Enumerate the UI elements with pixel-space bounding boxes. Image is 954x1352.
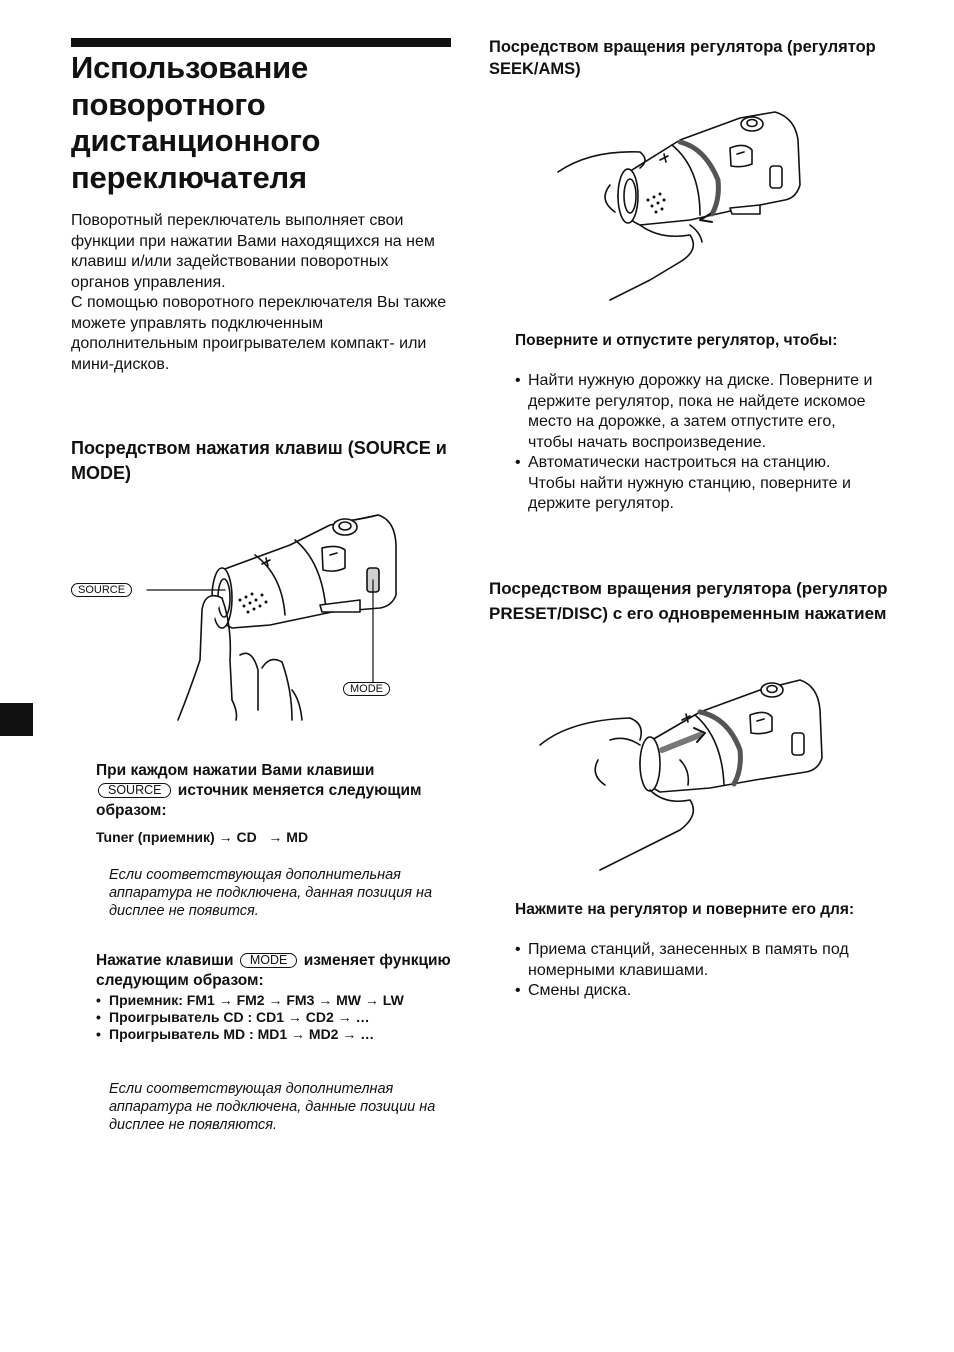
mode-item: • Проигрыватель CD : CD1 → CD2 → … [96, 1009, 446, 1026]
mode-lead-pre: Нажатие клавиши [96, 952, 234, 969]
source-lead-pre: При каждом нажатии Вами клавиши [96, 762, 375, 779]
mode-item: • Приемник: FM1 → FM2 → FM3 → MW → LW [96, 992, 446, 1009]
section-preset-heading: Посредством вращения регулятора (регулятор PRESET/DISC) с его одновременным нажатием [489, 579, 888, 623]
page-title: Использование поворотного дистанционного переключателя [71, 50, 321, 195]
source-note: Если соответствующая дополнительная аппаратура не подключена, данная позиция на дисплее не появится. [109, 867, 433, 919]
arrow-icon: → [268, 829, 283, 845]
intro-paragraph-2: С помощью поворотного переключателя Вы также можете управлять подключенным дополнительным проигрывателем компакт- или мини-дисков. [71, 294, 447, 373]
source-seq-item: CD [236, 829, 257, 845]
intro-paragraph-1: Поворотный переключатель выполняет свои функции при нажатии Вами находящихся на нем клавиш и/или задействовании поворотных органов управления. [71, 212, 435, 291]
section-press-heading: Посредством нажатия клавиш (SOURCE и MODE) [71, 438, 447, 483]
source-key: SOURCE [98, 783, 171, 798]
source-lead-post: источник меняется следующим образом: [96, 782, 422, 819]
mode-item: • Проигрыватель MD : MD1 → MD2 → … [96, 1026, 446, 1043]
callout-source: SOURCE [71, 583, 132, 597]
section-seek-heading: Посредством вращения регулятора (регулятор SEEK/AMS) [489, 38, 876, 78]
source-seq-item: Tuner (приемник) [96, 829, 215, 845]
callout-mode: MODE [343, 682, 390, 696]
seek-item: • Автоматически настроиться на станцию. Чтобы найти нужную станцию, поверните и держите регулятор. [515, 453, 875, 515]
preset-lead: Нажмите на регулятор и поверните его для: [515, 901, 855, 918]
preset-item: • Смены диска. [515, 981, 875, 1002]
arrow-icon: → [218, 829, 233, 845]
preset-list [515, 940, 875, 1002]
mode-note: Если соответствующая дополнителная аппаратура не подключена, данные позиции на дисплее не появляются. [109, 1081, 436, 1133]
preset-item: • Приема станций, занесенных в память под номерными клавишами. [515, 940, 875, 981]
seek-item: • Найти нужную дорожку на диске. Поверните и держите регулятор, пока не найдете искомое место на дорожке, а затем отпустите его, чтобы начать воспроизведение. [515, 371, 875, 453]
seek-lead: Поверните и отпустите регулятор, чтобы: [515, 332, 838, 349]
mode-lead-post: изменяет функцию следующим образом: [96, 952, 451, 989]
mode-key: MODE [240, 953, 298, 968]
source-seq-item: MD [286, 829, 309, 845]
